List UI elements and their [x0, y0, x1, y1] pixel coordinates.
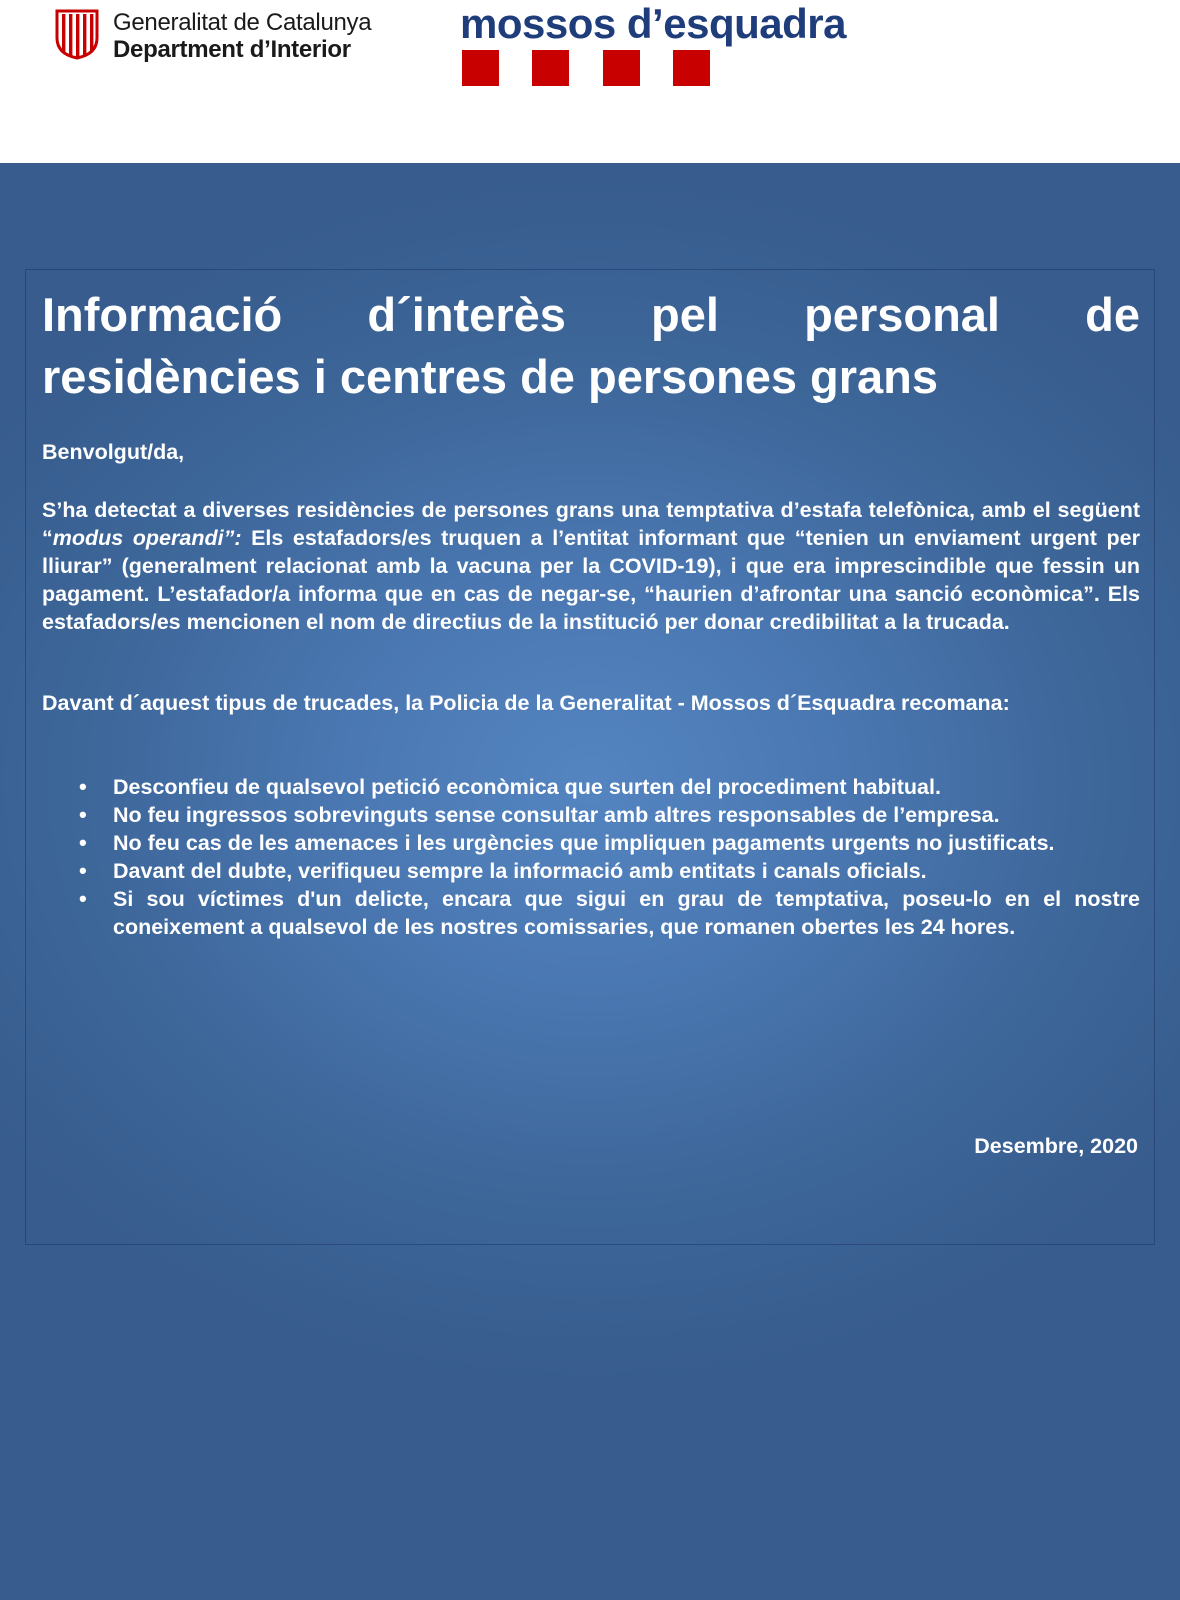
mossos-logo [460, 0, 846, 48]
bullet-icon: • [79, 886, 87, 911]
red-square [462, 50, 499, 86]
list-item-text: Si sou víctimes d'un delicte, encara que sigui en grau de temptativa, poseu-lo en el nostre coneixement a qualsevol de les nostres comissaries, que romanen obertes les 24 hores. [113, 887, 1140, 939]
list-item [42, 801, 1140, 829]
list-item [42, 773, 1140, 801]
scam-description-start: S’ha detectat a diverses residències de persones grans una temptativa d’estafa telefònica, amb el següent “ [42, 498, 1140, 550]
generalitat-logo-icon [54, 8, 100, 60]
notice-title [42, 284, 1140, 408]
notice-date: Desembre, 2020 [974, 1134, 1138, 1158]
bullet-icon: • [79, 858, 87, 883]
recommendation-list [42, 773, 1140, 941]
scam-description [42, 496, 1140, 636]
list-item-text: Desconfieu de qualsevol petició econòmica que surten del procediment habitual. [113, 775, 941, 799]
recommendation-intro: Davant d´aquest tipus de trucades, la Policia de la Generalitat - Mossos d´Esquadra recomana: [42, 691, 1010, 715]
notice-title-line1: Informació d´interès pel personal de [42, 288, 1140, 341]
scam-description-rest: Els estafadors/es truquen a l’entitat informant que “tenien un enviament urgent per lliurar” (generalment relacionat amb la vacuna per la COVID-19), i que era imprescindible que fessin un pagament. L’estafador/a informa que en cas de negar-se, “haurien d’afrontar una sanció econòmica”. Els estafadors/es mencionen el nom de directius de la institució per donar credibilitat a la trucada. [42, 526, 1140, 634]
bullet-icon: • [79, 802, 87, 827]
list-item [42, 885, 1140, 941]
red-square [673, 50, 710, 86]
notice-title-line2: residències i centres de persones grans [42, 350, 939, 403]
notice-panel [25, 269, 1155, 1245]
page-header [0, 0, 1180, 163]
list-item [42, 857, 1140, 885]
department-name: Department d’Interior [113, 36, 351, 63]
mossos-wordmark: mossos d’esquadra [460, 0, 846, 47]
mossos-squares-icon [462, 50, 712, 86]
list-item-text: No feu ingressos sobrevinguts sense consultar amb altres responsables de l’empresa. [113, 803, 1000, 827]
generalitat-name: Generalitat de Catalunya [113, 9, 372, 36]
notice-content [42, 284, 1140, 941]
list-item [42, 829, 1140, 857]
list-item-text: Davant del dubte, verifiqueu sempre la informació amb entitats i canals oficials. [113, 859, 927, 883]
list-item-text: No feu cas de les amenaces i les urgències que impliquen pagaments urgents no justificats. [113, 831, 1055, 855]
generalitat-wordmark [113, 9, 371, 63]
greeting: Benvolgut/da, [42, 440, 185, 464]
bullet-icon: • [79, 830, 87, 855]
notice-poster [0, 163, 1180, 1600]
red-square [532, 50, 569, 86]
red-square [603, 50, 640, 86]
bullet-icon: • [79, 774, 87, 799]
modus-operandi: modus operandi”: [52, 526, 242, 550]
